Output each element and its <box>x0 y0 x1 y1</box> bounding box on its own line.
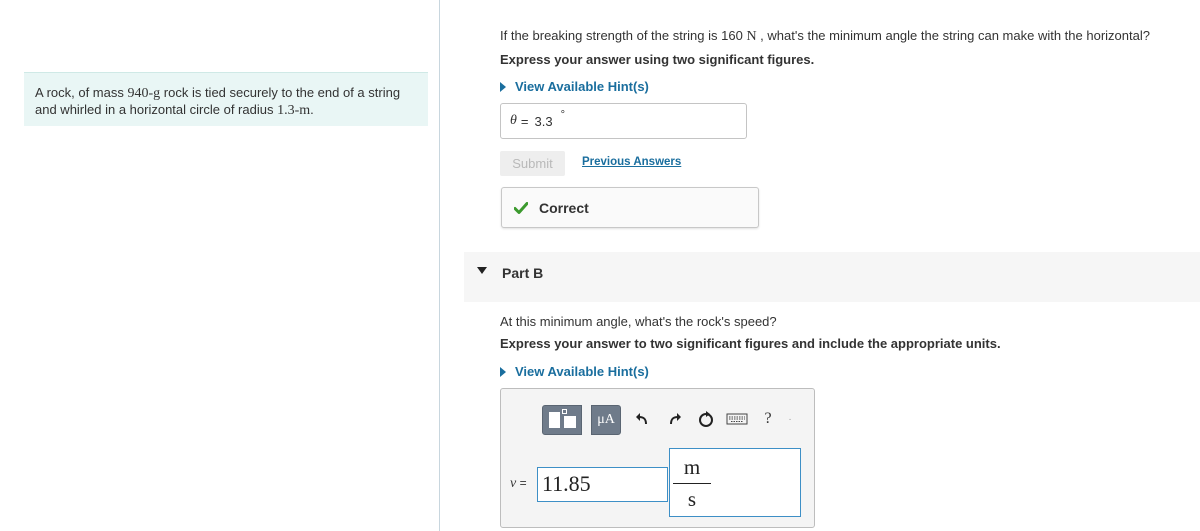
problem-statement <box>24 72 428 126</box>
help-icon[interactable]: ? <box>764 410 772 427</box>
feedback-text: Correct <box>539 199 589 216</box>
collapse-arrow-icon[interactable] <box>477 267 487 274</box>
redo-icon[interactable] <box>665 409 685 429</box>
part-a-hint-label: View Available Hint(s) <box>515 79 649 94</box>
equals-sign: = <box>520 113 529 129</box>
part-b-question: At this minimum angle, what's the rock's speed? <box>500 314 777 329</box>
hint-arrow-icon <box>500 82 506 92</box>
part-a-instruction: Express your answer using two significant figures. <box>500 52 815 67</box>
var-symbol: v <box>510 476 517 491</box>
template-icon <box>549 412 560 428</box>
part-b-title[interactable]: Part B <box>502 265 544 281</box>
value-input[interactable]: 11.85 <box>537 467 668 502</box>
part-a-question <box>500 28 1150 45</box>
problem-mass: 940-g <box>127 86 161 101</box>
math-answer-editor <box>500 388 815 528</box>
part-b-hint-link[interactable] <box>500 364 649 379</box>
template-button[interactable] <box>542 405 582 435</box>
problem-text-post: . <box>310 102 314 117</box>
previous-answers-link[interactable]: Previous Answers <box>582 156 682 168</box>
theta-symbol: θ <box>510 113 517 128</box>
problem-text-mid: rock is tied securely to the end of a string and whirled in a horizontal circle of radius <box>35 85 401 117</box>
undo-icon[interactable] <box>632 409 652 429</box>
submit-button[interactable]: Submit <box>500 151 565 176</box>
problem-radius: 1.3-m <box>277 103 311 118</box>
degree-unit: ° <box>560 109 565 121</box>
checkmark-icon <box>514 202 528 214</box>
template-icon-part <box>562 409 567 414</box>
var-equals: = <box>519 476 527 490</box>
problem-text-pre: A rock, of mass <box>35 85 128 100</box>
part-a-question-pre: If the breaking strength of the string is 160 <box>500 28 747 43</box>
part-a-question-unit: N <box>746 29 757 44</box>
unit-denominator[interactable]: s <box>687 487 697 511</box>
var-label <box>510 476 527 492</box>
reset-icon[interactable] <box>696 409 716 429</box>
problem-panel <box>0 0 440 531</box>
part-a-hint-link[interactable] <box>500 79 649 94</box>
units-button[interactable]: μA <box>591 405 621 435</box>
part-b-header[interactable] <box>464 252 1200 302</box>
part-a-answer-value: 3.3 <box>534 113 553 129</box>
more-options[interactable]: · <box>788 413 792 425</box>
feedback-correct <box>501 187 759 228</box>
part-a-question-post: , what's the minimum angle the string can make with the horizontal? <box>756 28 1150 43</box>
fraction-bar <box>673 483 711 484</box>
part-b-hint-label: View Available Hint(s) <box>515 364 649 379</box>
part-a-answer-box[interactable] <box>500 103 747 139</box>
keyboard-icon[interactable] <box>726 409 748 429</box>
template-icon-part <box>564 416 576 428</box>
hint-arrow-icon <box>500 367 506 377</box>
unit-input[interactable] <box>669 448 801 517</box>
part-b-instruction: Express your answer to two significant figures and include the appropriate units. <box>500 336 1001 351</box>
unit-numerator[interactable]: m <box>683 455 701 479</box>
